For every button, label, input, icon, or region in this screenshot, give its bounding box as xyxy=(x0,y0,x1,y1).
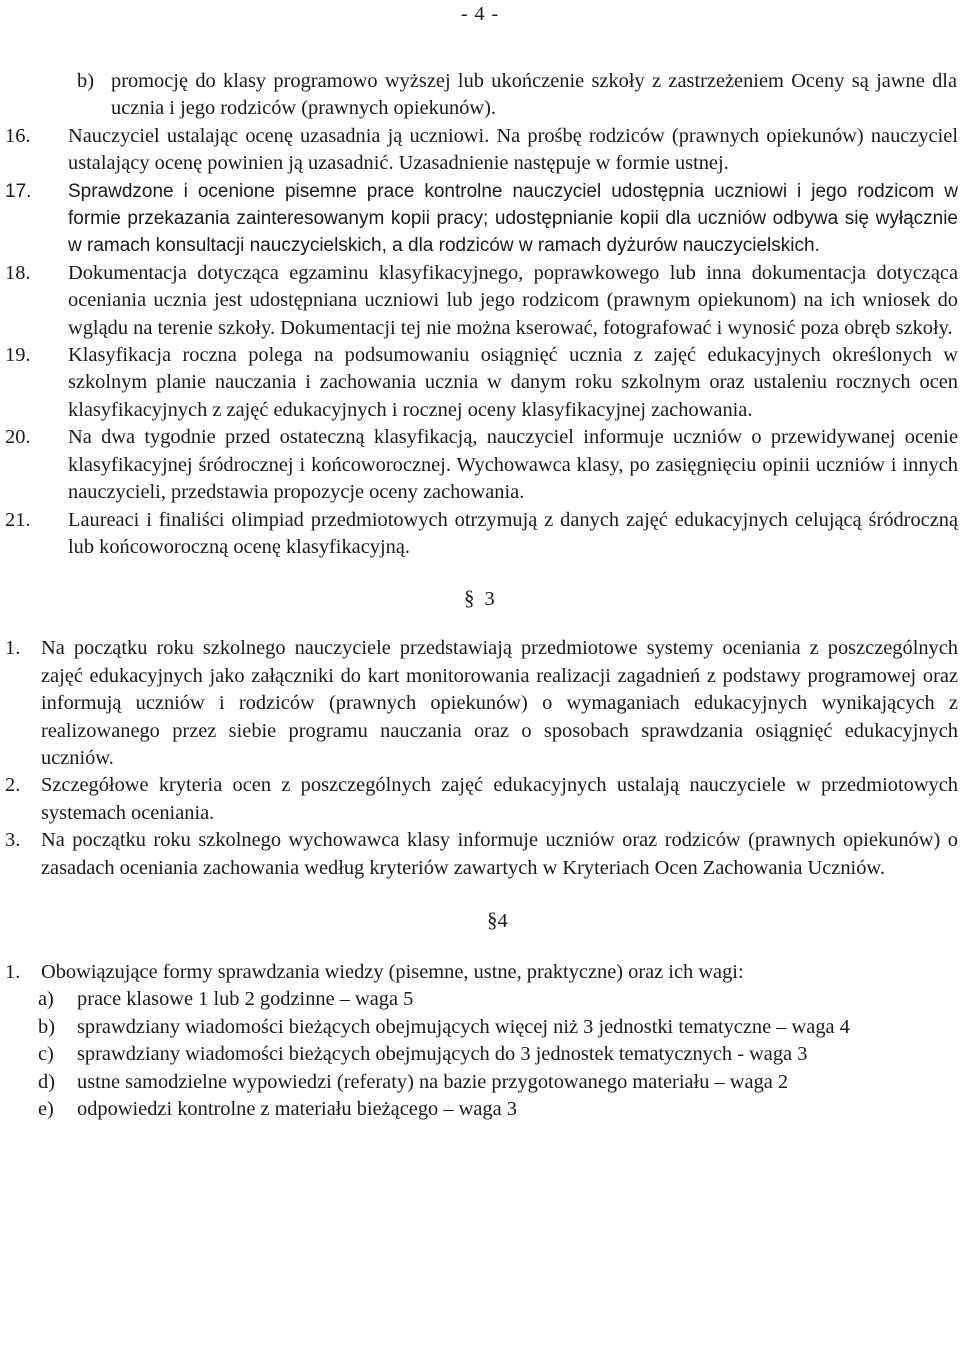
item-number: 21. xyxy=(5,508,31,531)
list-item-b xyxy=(0,68,957,123)
item-number: 19. xyxy=(5,344,31,367)
item-text: Na początku roku szkolnego nauczyciele przedstawiają przedmiotowe systemy oceniania z poszczególnych zajęć edukacyjnych jako załączniki do kart monitorowania realizacji zagadnień z podstawy programowej oraz informują uczniów i rodziców (prawnych opiekunów) o wymaganiach edukacyjnych wynikających z realizowanego przez siebie programu nauczania oraz o sposobach sprawdzania osiągnięć edukacyjnych uczniów. xyxy=(41,637,958,769)
section-4-item-1 xyxy=(0,959,958,986)
section-heading-3 xyxy=(0,584,960,613)
item-text: Na początku roku szkolnego wychowawca klasy informuje uczniów oraz rodziców (prawnych opiekunów) o zasadach oceniania zachowania według kryteriów zawartych w Kryteriach Ocen Zachowania Uczniów. xyxy=(41,829,958,879)
section-heading-4 xyxy=(0,906,960,935)
section-sign: § xyxy=(464,586,475,611)
section-4-subitem-c xyxy=(0,1041,942,1068)
document-body xyxy=(0,68,960,1123)
page-number: - 4 - xyxy=(460,3,500,25)
item-text: Nauczyciel ustalając ocenę uzasadnia ją uczniowi. Na prośbę rodziców (prawnych opiekunów) nauczyciel ustalający ocenę powinien ją uzasadnić. Uzasadnienie następuje w formie ustnej. xyxy=(68,124,958,175)
item-number: 20. xyxy=(5,426,31,449)
item-number: 3. xyxy=(5,829,21,852)
item-text: Klasyfikacja roczna polega na podsumowaniu osiągnięć ucznia z zajęć edukacyjnych określonych w szkolnym planie nauczania i zachowania ucznia w danym roku szkolnym oraz ustaleniu rocznych ocen klasyfikacyjnych z zajęć edukacyjnych i rocznej oceny klasyfikacyjnej zachowania. xyxy=(68,344,958,421)
item-text: odpowiedzi kontrolne z materiału bieżącego – waga 3 xyxy=(77,1098,517,1120)
item-number: e) xyxy=(38,1098,54,1120)
section-4-subitem-a xyxy=(0,986,942,1013)
item-text: Laureaci i finaliści olimpiad przedmiotowych otrzymują z danych zajęć edukacyjnych celującą śródroczną lub końcoworoczną ocenę klasyfikacyjną. xyxy=(68,508,958,558)
item-number: 16. xyxy=(5,124,31,147)
item-text: prace klasowe 1 lub 2 godzinne – waga 5 xyxy=(77,988,414,1011)
section-number: 3 xyxy=(484,588,495,611)
list-item-19 xyxy=(0,342,958,424)
item-number: 1. xyxy=(5,637,21,660)
section-4-subitem-e xyxy=(0,1096,942,1123)
item-number: c) xyxy=(38,1043,54,1066)
item-number: 18. xyxy=(5,261,31,284)
item-number: 1. xyxy=(5,960,21,983)
item-number: 17. xyxy=(5,180,32,202)
list-item-21 xyxy=(0,507,958,562)
item-text: Szczegółowe kryteria ocen z poszczególnych zajęć edukacyjnych ustalają nauczyciele w przedmiotowych systemach oceniania. xyxy=(41,774,958,824)
item-number: a) xyxy=(38,988,54,1011)
item-number: b) xyxy=(38,1015,55,1038)
item-number: d) xyxy=(38,1070,55,1093)
item-number: b) xyxy=(77,70,94,92)
list-item-17 xyxy=(0,178,958,260)
section-3-item-3 xyxy=(0,827,958,882)
item-text: Dokumentacja dotycząca egzaminu klasyfikacyjnego, poprawkowego lub inna dokumentacja dotycząca oceniania ucznia jest udostępniana uczniowi lub jego rodzicom (prawnym opiekunom) na ich wniosek do wglądu na terenie szkoły. Dokumentacji tej nie można kserować, fotografować i wynosić poza obręb szkoły. xyxy=(68,261,958,339)
item-text: sprawdziany wiadomości bieżących obejmujących do 3 jednostek tematycznych - waga 3 xyxy=(77,1043,808,1066)
item-number: 2. xyxy=(5,774,21,797)
item-text: sprawdziany wiadomości bieżących obejmujących więcej niż 3 jednostki tematyczne – waga 4 xyxy=(77,1015,850,1038)
list-item-20 xyxy=(0,424,958,506)
section-sign: § xyxy=(487,907,498,932)
list-item-16 xyxy=(0,123,958,178)
item-text: promocję do klasy programowo wyższej lub ukończenie szkoły z zastrzeżeniem Oceny są jawne dla ucznia i jego rodziców (prawnych opiekunów). xyxy=(111,70,957,120)
section-3-item-1 xyxy=(0,635,958,772)
list-item-18 xyxy=(0,260,958,342)
item-text: Obowiązujące formy sprawdzania wiedzy (pisemne, ustne, praktyczne) oraz ich wagi: xyxy=(41,960,744,983)
item-text: Na dwa tygodnie przed ostateczną klasyfikacją, nauczyciel informuje uczniów o przewidywanej ocenie klasyfikacyjnej śródrocznej i końcoworocznej. Wychowawca klasy, po zasięgnięciu opinii uczniów i innych nauczycieli, przedstawia propozycje oceny zachowania. xyxy=(68,426,958,504)
section-4-subitem-b xyxy=(0,1014,942,1041)
item-text: ustne samodzielne wypowiedzi (referaty) na bazie przygotowanego materiału – waga 2 xyxy=(77,1070,789,1093)
item-text: Sprawdzone i ocenione pisemne prace kontrolne nauczyciel udostępnia uczniowi i jego rodzicom w formie przekazania zainteresowanym kopii pracy; udostępnianie kopii dla uczniów odbywa się wyłącznie w ramach konsultacji nauczycielskich, a dla rodziców w ramach dyżurów nauczycielskich. xyxy=(68,180,958,257)
section-number: 4 xyxy=(497,909,508,932)
section-4-subitem-d xyxy=(0,1069,942,1096)
section-3-item-2 xyxy=(0,772,958,827)
